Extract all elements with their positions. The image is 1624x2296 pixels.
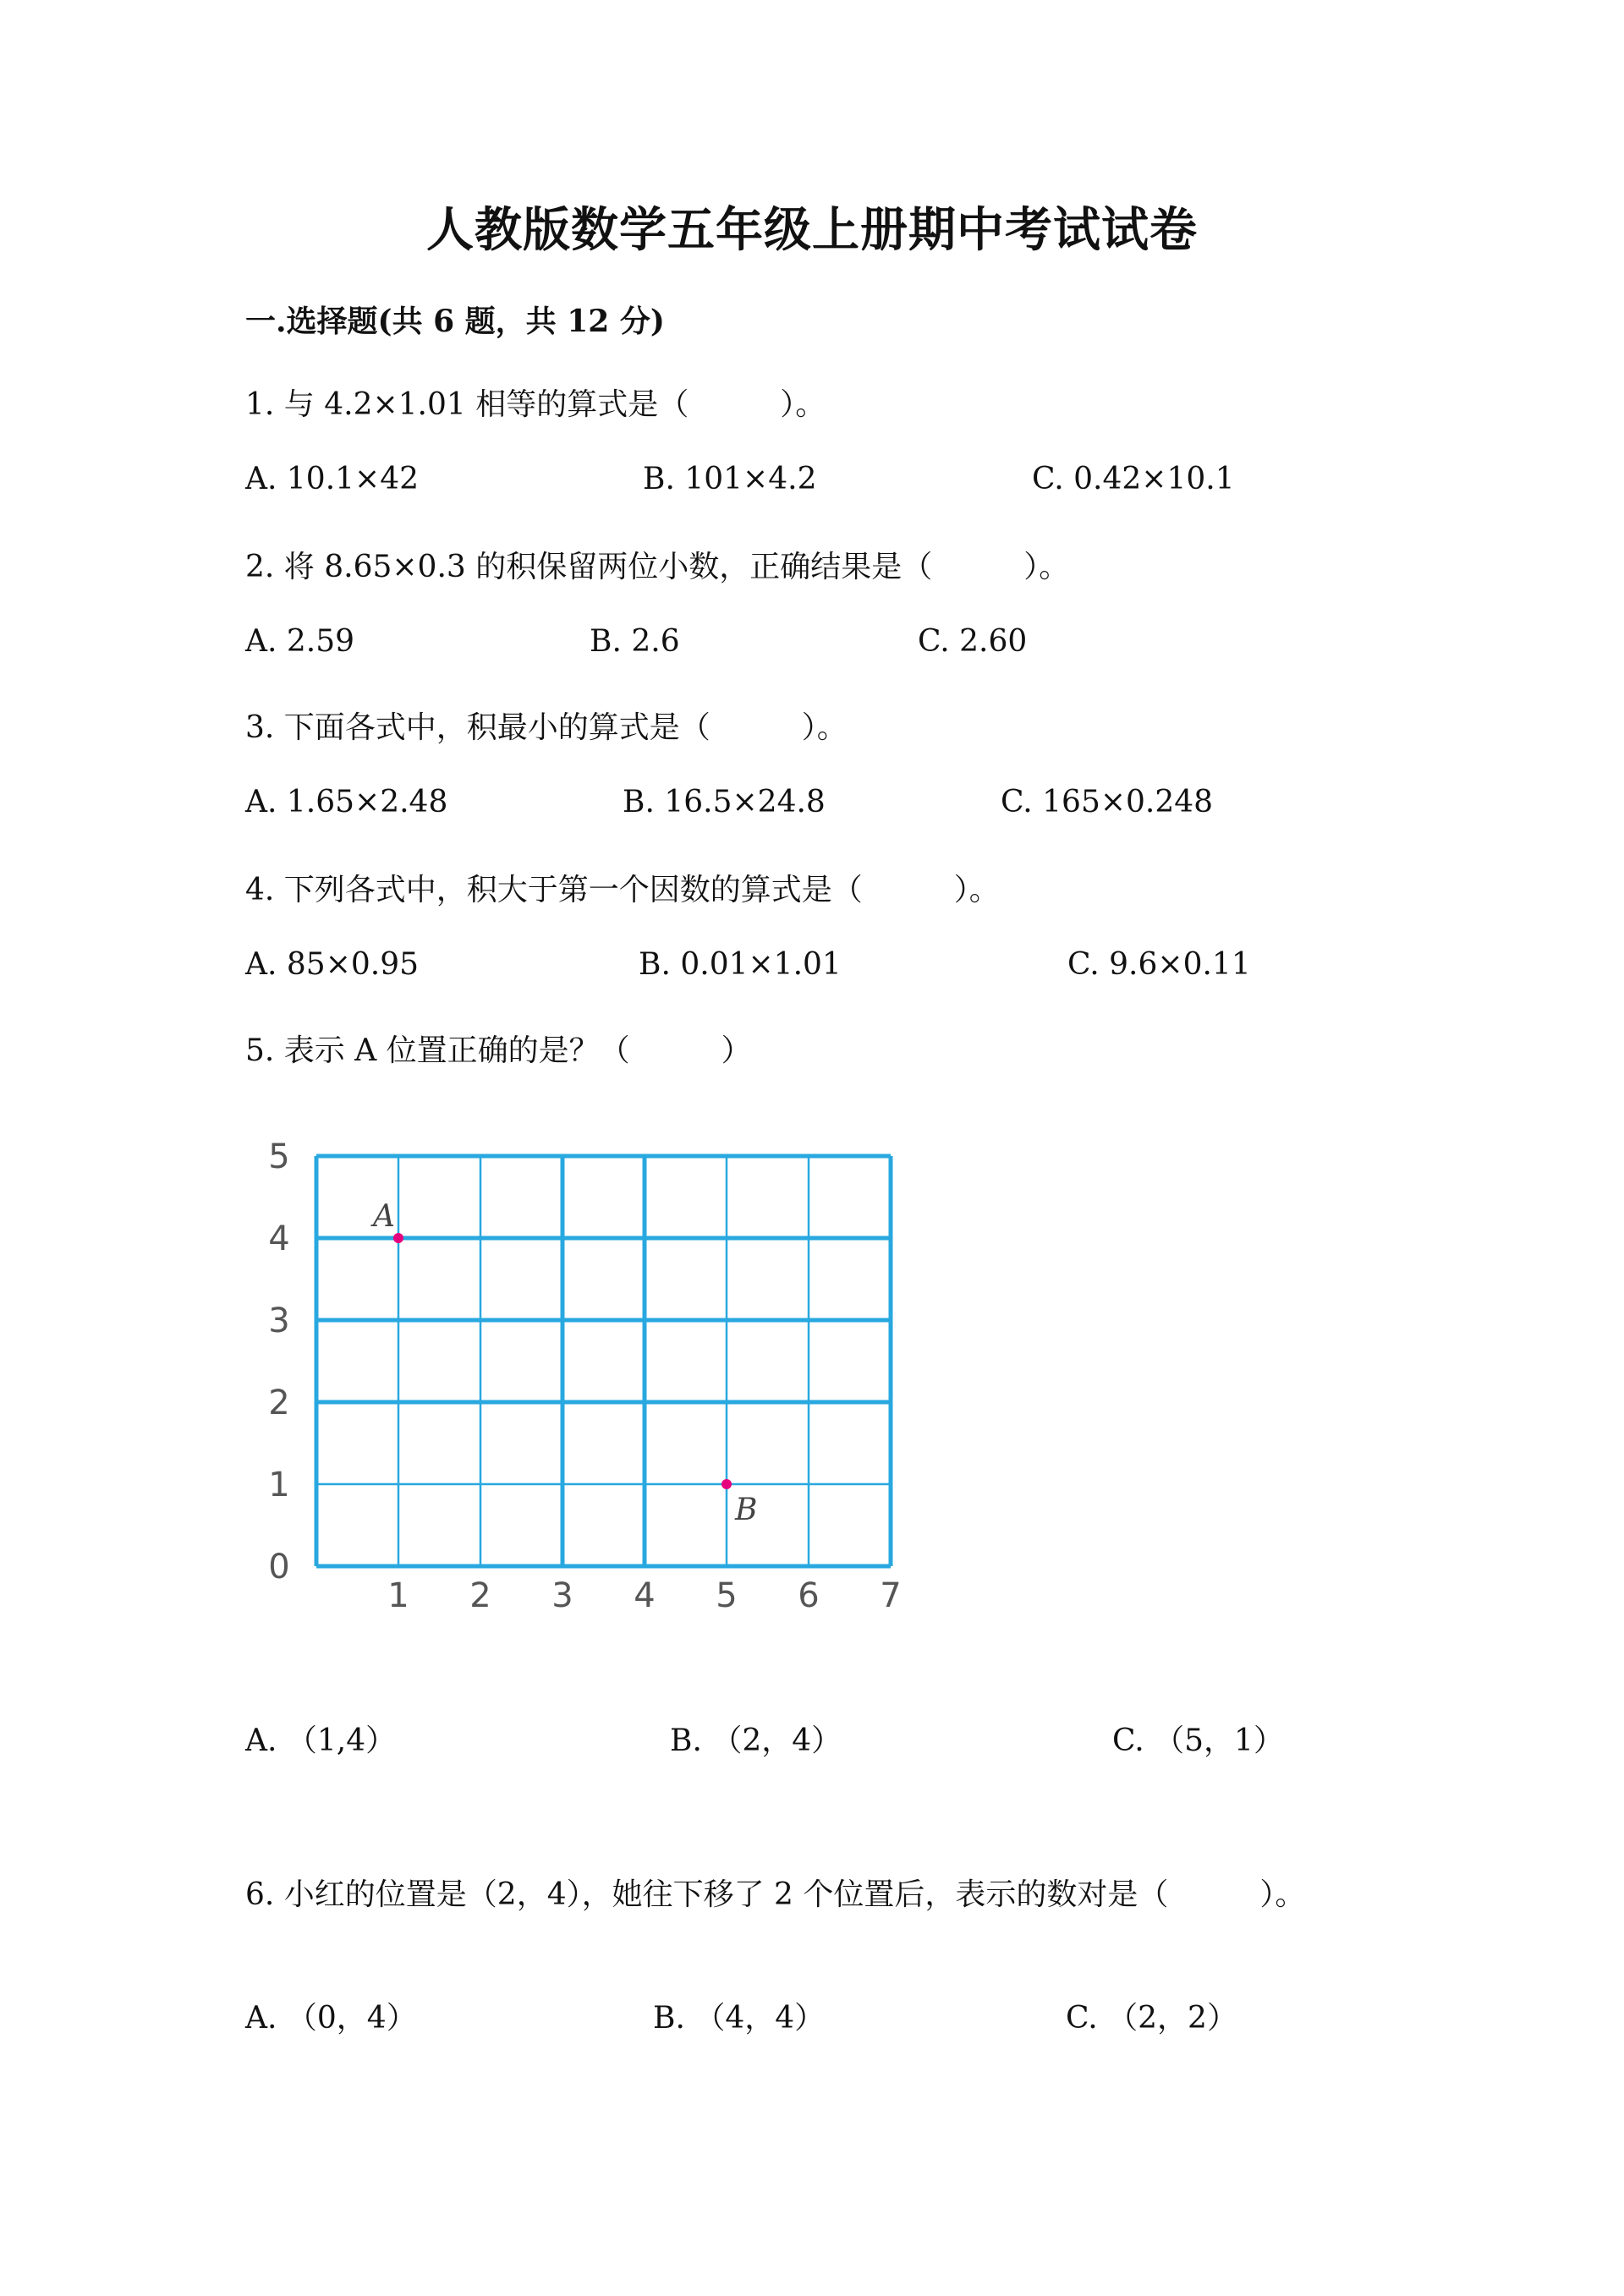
point-b-marker	[721, 1479, 732, 1489]
x-tick-label: 3	[551, 1576, 573, 1615]
question-6-option-b: B. （4，4）	[653, 2001, 826, 2036]
x-tick-label: 6	[798, 1576, 820, 1615]
question-5-option-b: B. （2，4）	[670, 1723, 842, 1758]
question-4-option-a: A. 85×0.95	[245, 947, 420, 982]
y-tick-label: 5	[268, 1137, 290, 1176]
question-2-option-b: B. 2.6	[590, 624, 680, 659]
question-5-option-c: C. （5，1）	[1112, 1723, 1284, 1758]
question-1-option-a: A. 10.1×42	[245, 462, 420, 496]
question-4-stem: 4. 下列各式中，积大于第一个因数的算式是（ ）。	[245, 873, 1000, 907]
point-a-marker	[393, 1233, 403, 1243]
question-1-stem: 1. 与 4.2×1.01 相等的算式是（ ）。	[245, 387, 826, 422]
x-tick-label: 4	[634, 1576, 656, 1615]
question-6-option-a: A. （0，4）	[245, 2001, 417, 2036]
question-6-option-c: C. （2，2）	[1066, 2001, 1237, 2036]
point-b-label: B	[735, 1493, 758, 1527]
question-2-option-c: C. 2.60	[918, 624, 1028, 659]
question-6-stem: 6. 小红的位置是（2，4），她往下移了 2 个位置后，表示的数对是（ ）。	[245, 1877, 1306, 1912]
point-a-label: A	[373, 1199, 395, 1234]
y-tick-label: 1	[268, 1466, 290, 1504]
y-tick-label: 3	[268, 1301, 290, 1340]
x-tick-label: 5	[716, 1576, 738, 1615]
question-3-option-a: A. 1.65×2.48	[245, 785, 448, 819]
question-1-option-b: B. 101×4.2	[643, 462, 817, 496]
coordinate-grid-figure	[254, 1121, 914, 1628]
section-heading: 一.选择题(共 6 题，共 12 分)	[245, 304, 665, 339]
question-3-option-c: C. 165×0.248	[1001, 785, 1214, 819]
question-4-option-b: B. 0.01×1.01	[639, 947, 842, 982]
grid-lines	[316, 1156, 891, 1566]
page-title: 人教版数学五年级上册期中考试试卷	[426, 202, 1198, 258]
question-3-option-b: B. 16.5×24.8	[623, 785, 826, 819]
y-tick-label: 0	[268, 1548, 290, 1586]
y-tick-label: 4	[268, 1219, 290, 1258]
question-2-option-a: A. 2.59	[245, 624, 355, 659]
tick-labels	[268, 1137, 901, 1615]
question-1-option-c: C. 0.42×10.1	[1032, 462, 1235, 496]
question-5-stem: 5. 表示 A 位置正确的是？（ ）	[245, 1033, 752, 1068]
question-5-option-a: A. （1,4）	[245, 1723, 397, 1758]
x-tick-label: 1	[387, 1576, 409, 1615]
question-2-stem: 2. 将 8.65×0.3 的积保留两位小数，正确结果是（ ）。	[245, 550, 1070, 584]
x-tick-label: 2	[469, 1576, 491, 1615]
question-4-option-c: C. 9.6×0.11	[1067, 947, 1251, 982]
x-tick-label: 7	[880, 1576, 902, 1615]
question-3-stem: 3. 下面各式中，积最小的算式是（ ）。	[245, 710, 848, 745]
y-tick-label: 2	[268, 1384, 290, 1422]
